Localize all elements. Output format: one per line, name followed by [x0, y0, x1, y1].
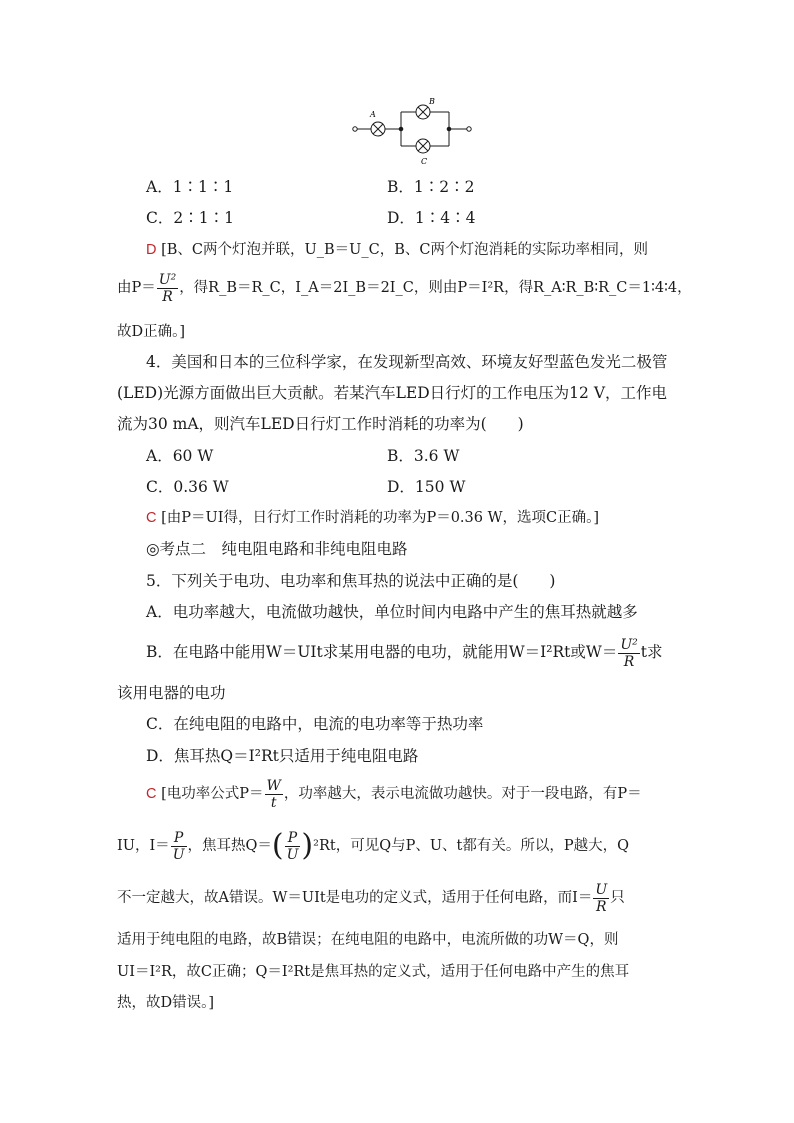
q5-sol-text-2a: IU，I＝ — [117, 838, 170, 854]
fraction-u-over-r — [593, 882, 609, 915]
q3-answer: D — [146, 242, 157, 258]
q4-option-a: A．60 W — [146, 447, 214, 465]
terminal-right — [467, 127, 471, 131]
section-heading: ◎考点二 纯电阻电路和非纯电阻电路 — [146, 540, 408, 558]
label-a: A — [370, 110, 376, 119]
q5-solution-line-5: UI＝I²R，故C正确；Q＝I²Rt是焦耳热的定义式，适用于任何电路中产生的焦耳 — [117, 964, 630, 980]
frac-den: R — [596, 898, 607, 915]
q5-sol-text-3b: 只 — [610, 890, 625, 906]
close-paren-icon: ) — [301, 828, 314, 863]
q5-option-b — [146, 634, 663, 670]
frac-num: P — [171, 830, 187, 847]
q4-stem-line-2: (LED)光源方面做出巨大贡献。若某汽车LED日行灯的工作电压为12 V，工作电 — [117, 384, 668, 402]
q5-option-a: A．电功率越大，电流做功越快，单位时间内电路中产生的焦耳热就越多 — [146, 603, 638, 621]
frac-den: R — [162, 288, 173, 305]
q4-solution — [146, 508, 599, 528]
q5-solution-line-4: 适用于纯电阻的电路，故B错误；在纯电阻的电路中，电流所做的功W＝Q，则 — [117, 932, 619, 948]
q3-option-d: D．1∶4∶4 — [387, 209, 476, 227]
fraction-p-over-u — [171, 830, 187, 863]
q3-solution-line-3: 故D正确。] — [117, 324, 186, 340]
circuit-diagram — [345, 95, 480, 167]
q5-sol-text-1b: ，功率越大，表示电流做功越快。对于一段电路，有P＝ — [283, 786, 642, 802]
q5-option-b-text: B．在电路中能用W＝UIt求某用电器的电功，就能用W＝I²Rt或W＝ — [146, 643, 618, 661]
frac-num: U² — [158, 271, 177, 288]
q4-answer: C — [146, 510, 157, 526]
terminal-left — [353, 127, 357, 131]
q5-solution-line-1 — [146, 776, 642, 812]
q5-option-c: C．在纯电阻的电路中，电流的电功率等于热功率 — [146, 715, 484, 733]
q4-option-d: D．150 W — [387, 478, 466, 496]
q5-solution-line-3 — [117, 880, 625, 916]
q5-answer: C — [146, 786, 157, 802]
q3-sol-text-2a: 由P＝ — [117, 280, 156, 296]
q3-option-c: C．2∶1∶1 — [146, 209, 234, 227]
frac-den: U — [172, 846, 185, 863]
q5-solution-line-2 — [117, 828, 629, 864]
fraction-u2-over-r — [618, 637, 639, 670]
fraction-w-over-t — [265, 778, 283, 811]
frac-den: R — [623, 653, 635, 670]
frac-den: t — [270, 794, 277, 811]
q4-option-b: B．3.6 W — [387, 447, 460, 465]
q5-option-d: D．焦耳热Q＝I²Rt只适用于纯电阻电路 — [146, 747, 419, 765]
frac-num: W — [266, 777, 281, 794]
q5-option-b-tail: t求 — [640, 643, 663, 661]
fraction-p-over-u — [285, 830, 301, 863]
q3-sol-text-2b: ，得R_B＝R_C，I_A＝2I_B＝2I_C，则由P＝I²R，得R_A∶R_B∶R_C＝1∶4∶4， — [179, 280, 692, 296]
q5-option-b-cont: 该用电器的电功 — [117, 684, 226, 702]
q3-option-b: B．1∶2∶2 — [387, 178, 475, 196]
q3-sol-text-1: [B、C两个灯泡并联，U_B＝U_C，B、C两个灯泡消耗的实际功率相同，则 — [161, 242, 648, 258]
frac-num: U² — [620, 636, 638, 653]
q4-stem-line-3: 流为30 mA，则汽车LED日行灯工作时消耗的功率为( ) — [117, 415, 524, 433]
open-paren-icon: ( — [271, 828, 284, 863]
label-b: B — [429, 97, 435, 106]
q4-option-c: C．0.36 W — [146, 478, 229, 496]
q5-solution-line-6: 热，故D错误。] — [117, 995, 215, 1011]
frac-num: P — [285, 830, 301, 847]
q4-sol-text: [由P＝UI得，日行灯工作时消耗的功率为P＝0.36 W，选项C正确。] — [161, 510, 600, 526]
q3-solution-line-2 — [117, 270, 692, 306]
q5-sol-text-1a: [电功率公式P＝ — [161, 786, 264, 802]
q5-sol-text-2b: ，焦耳热Q＝ — [187, 838, 272, 854]
q3-option-a: A．1∶1∶1 — [146, 178, 234, 196]
q4-stem-line-1: 4．美国和日本的三位科学家，在发现新型高效、环境友好型蓝色发光二极管 — [146, 353, 668, 371]
frac-num: U — [595, 881, 608, 898]
fraction-u2-over-r — [157, 272, 178, 305]
q5-sol-text-2c: ²Rt，可见Q与P、U、t都有关。所以，P越大，Q — [313, 838, 630, 854]
q5-stem: 5．下列关于电功、电功率和焦耳热的说法中正确的是( ) — [146, 572, 556, 590]
label-c: C — [421, 157, 428, 166]
frac-den: U — [286, 846, 299, 863]
q5-sol-text-3a: 不一定越大，故A错误。W＝UIt是电功的定义式，适用于任何电路，而I＝ — [117, 890, 593, 906]
q3-solution-line-1 — [146, 240, 648, 260]
